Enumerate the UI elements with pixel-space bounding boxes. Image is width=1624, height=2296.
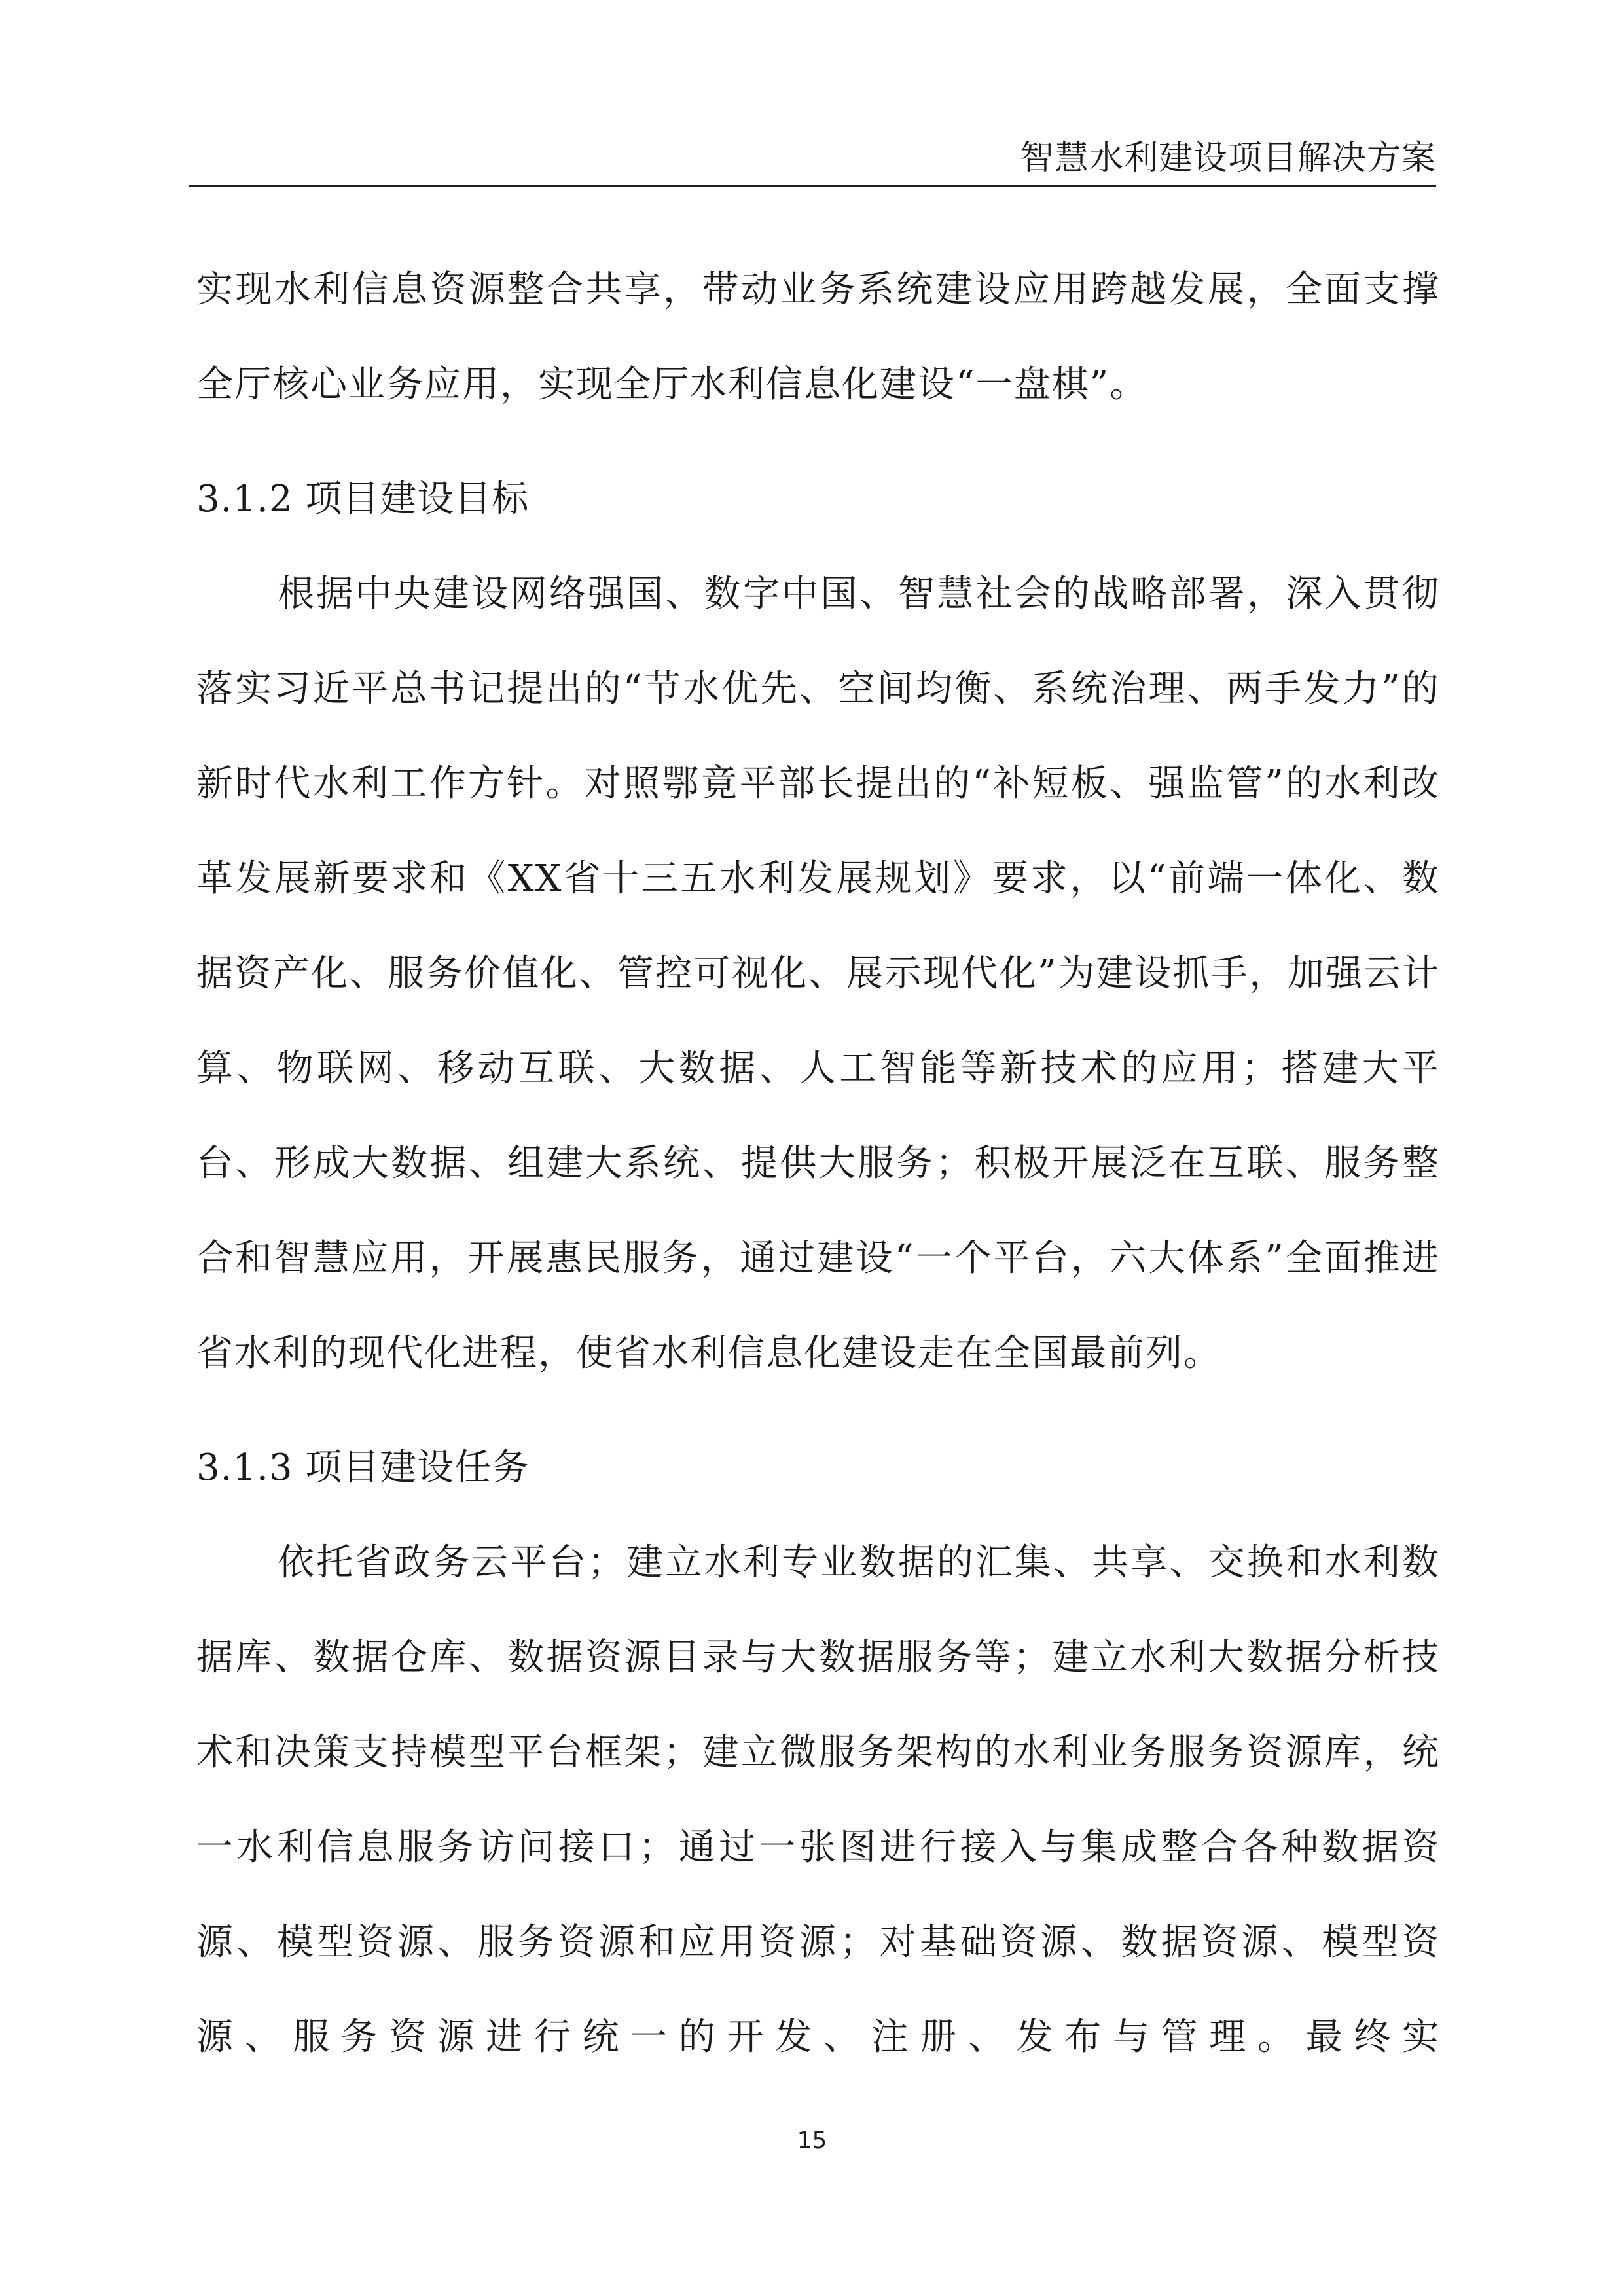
- header-title: 智慧水利建设项目解决方案: [1019, 139, 1436, 178]
- section-heading-3-1-2: 3.1.2 项目建设目标: [196, 478, 530, 520]
- section-paragraph-3-1-2: 根据中央建设网络强国、数字中国、智慧社会的战略部署，深入贯彻落实习近平总书记提出的“节水优先、空间均衡、系统治理、两手发力”的新时代水利工作方针。对照鄂竟平部长提出的“补短板、强监管”的水利改革发展新要求和《XX省十三五水利发展规划》要求，以“前端一体化、数据资产化、服务价值化、管控可视化、展示现代化”为建设抓手，加强云计算、物联网、移动互联、大数据、人工智能等新技术的应用；搭建大平台、形成大数据、组建大系统、提供大服务；积极开展泛在互联、服务整合和智慧应用，开展惠民服务，通过建设“一个平台，六大体系”全面推进省水利的现代化进程，使省水利信息化建设走在全国最前列。: [196, 573, 1440, 1374]
- document-body: [196, 242, 1440, 2085]
- page-number: 15: [797, 2127, 827, 2154]
- page-header: [189, 131, 1436, 187]
- intro-paragraph: 实现水利信息资源整合共享，带动业务系统建设应用跨越发展，全面支撑全厅核心业务应用，实现全厅水利信息化建设“一盘棋”。: [196, 268, 1440, 406]
- section-paragraph-3-1-3: 依托省政务云平台；建立水利专业数据的汇集、共享、交换和水利数据库、数据仓库、数据资源目录与大数据服务等；建立水利大数据分析技术和决策支持模型平台框架；建立微服务架构的水利业务服务资源库，统一水利信息服务访问接口；通过一张图进行接入与集成整合各种数据资源、模型资源、服务资源和应用资源；对基础资源、数据资源、模型资源、服务资源进行统一的开发、注册、发布与管理。最终实: [196, 1541, 1440, 2058]
- section-heading-3-1-3: 3.1.3 项目建设任务: [196, 1446, 530, 1489]
